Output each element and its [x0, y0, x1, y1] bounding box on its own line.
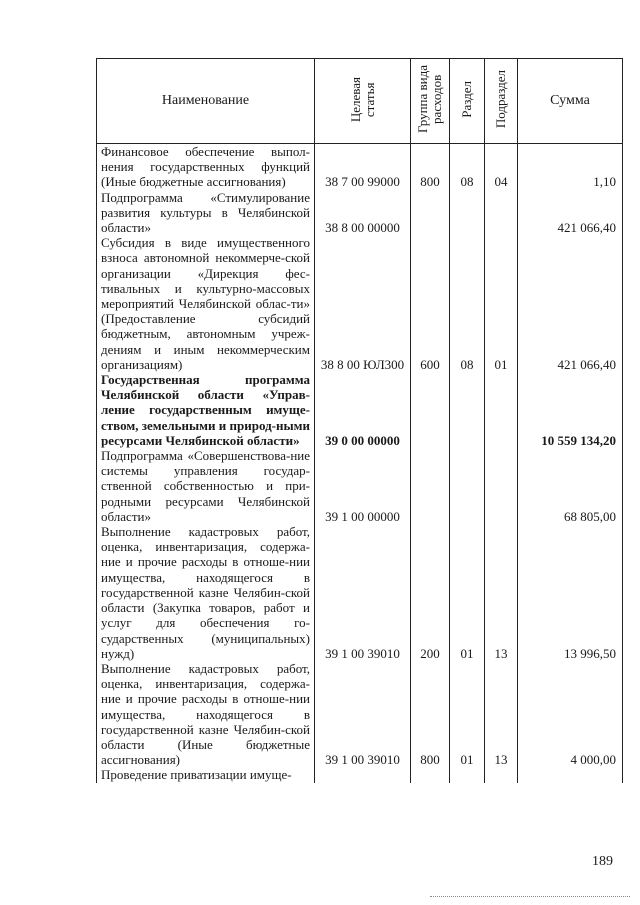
- row-name: Выполнение кадастровых работ, оценка, инвентаризация, содержа-ние и прочие расходы в отноше-нии имущества, находящегося в государственной казне Челябин-ской области (Закупка товаров, работ и услуг для обеспечения го-сударственных (муниципальных) нужд): [97, 524, 315, 661]
- row-target-article: 39 1 00 39010: [315, 661, 411, 767]
- row-section: 08: [450, 144, 485, 190]
- row-subsection: [485, 190, 518, 236]
- table-row: [97, 144, 623, 190]
- table-row: [97, 190, 623, 236]
- row-name: Финансовое обеспечение выпол-нения государственных функций (Иные бюджетные ассигнования): [97, 144, 315, 190]
- table-row: [97, 448, 623, 524]
- row-name: Подпрограмма «Совершенствова-ние системы управления государ-ственной собственностью и при-родными ресурсами Челябинской области»: [97, 448, 315, 524]
- row-subsection: 13: [485, 524, 518, 661]
- table-row: [97, 524, 623, 661]
- table-row: [97, 661, 623, 767]
- budget-page: [96, 58, 622, 848]
- row-expense-group: 800: [411, 661, 450, 767]
- row-target-article: 38 8 00 ЮЛ300: [315, 235, 411, 372]
- row-subsection: 04: [485, 144, 518, 190]
- row-name: Субсидия в виде имущественного взноса автономной некоммерче-ской организации «Дирекция фес-тивальных и культурно-массовых мероприятий Челябинской облас-ти» (Предоставление субсидий бюджетным, автономным учреж-дениям и иным некоммерческим организациям): [97, 235, 315, 372]
- header-target-article: [315, 59, 411, 144]
- row-expense-group: [411, 767, 450, 783]
- page-number: 189: [592, 854, 613, 869]
- row-expense-group: 600: [411, 235, 450, 372]
- header-target-article-label: Целевая статья: [347, 76, 377, 122]
- row-name: Выполнение кадастровых работ, оценка, инвентаризация, содержа-ние и прочие расходы в отноше-нии имущества, находящегося в государственной казне Челябин-ской области (Иные бюджетные ассигнования): [97, 661, 315, 767]
- row-subsection: 01: [485, 235, 518, 372]
- header-expense-group-label: Группа вида расходов: [415, 65, 444, 134]
- header-section: [450, 59, 485, 144]
- header-subsection-label: Подраздел: [493, 70, 508, 129]
- row-expense-group: [411, 448, 450, 524]
- row-sum: 4 000,00: [518, 661, 623, 767]
- row-target-article: 38 7 00 99000: [315, 144, 411, 190]
- row-sum: 10 559 134,20: [518, 372, 623, 448]
- row-sum: [518, 767, 623, 783]
- header-section-label: Раздел: [459, 81, 474, 118]
- row-target-article: 39 0 00 00000: [315, 372, 411, 448]
- row-name: Проведение приватизации имуще-: [97, 767, 315, 783]
- header-subsection: [485, 59, 518, 144]
- header-sum: [518, 59, 623, 144]
- header-expense-group: [411, 59, 450, 144]
- row-sum: 1,10: [518, 144, 623, 190]
- row-section: 08: [450, 235, 485, 372]
- row-subsection: 13: [485, 661, 518, 767]
- row-section: 01: [450, 661, 485, 767]
- row-subsection: [485, 767, 518, 783]
- row-sum: 421 066,40: [518, 190, 623, 236]
- row-expense-group: [411, 372, 450, 448]
- row-target-article: 38 8 00 00000: [315, 190, 411, 236]
- row-target-article: 39 1 00 00000: [315, 448, 411, 524]
- header-sum-label: Сумма: [550, 93, 590, 109]
- table-row: [97, 235, 623, 372]
- header-name-label: Наименование: [161, 93, 250, 109]
- table-row: [97, 767, 623, 783]
- table-header-row: [97, 59, 623, 144]
- row-target-article: 39 1 00 39010: [315, 524, 411, 661]
- row-sum: 421 066,40: [518, 235, 623, 372]
- row-section: [450, 190, 485, 236]
- bottom-divider: [430, 896, 630, 897]
- row-target-article: [315, 767, 411, 783]
- row-name: Подпрограмма «Стимулирование развития культуры в Челябинской области»: [97, 190, 315, 236]
- table-row: [97, 372, 623, 448]
- row-expense-group: 200: [411, 524, 450, 661]
- row-section: [450, 767, 485, 783]
- budget-table: [96, 58, 623, 783]
- row-section: [450, 372, 485, 448]
- row-expense-group: 800: [411, 144, 450, 190]
- row-sum: 13 996,50: [518, 524, 623, 661]
- row-section: 01: [450, 524, 485, 661]
- row-sum: 68 805,00: [518, 448, 623, 524]
- header-name: [97, 59, 315, 144]
- row-expense-group: [411, 190, 450, 236]
- row-section: [450, 448, 485, 524]
- row-subsection: [485, 448, 518, 524]
- row-name: Государственная программа Челябинской области «Управ-ление государственным имуще-ством, земельными и природ-ными ресурсами Челябинской области»: [97, 372, 315, 448]
- row-subsection: [485, 372, 518, 448]
